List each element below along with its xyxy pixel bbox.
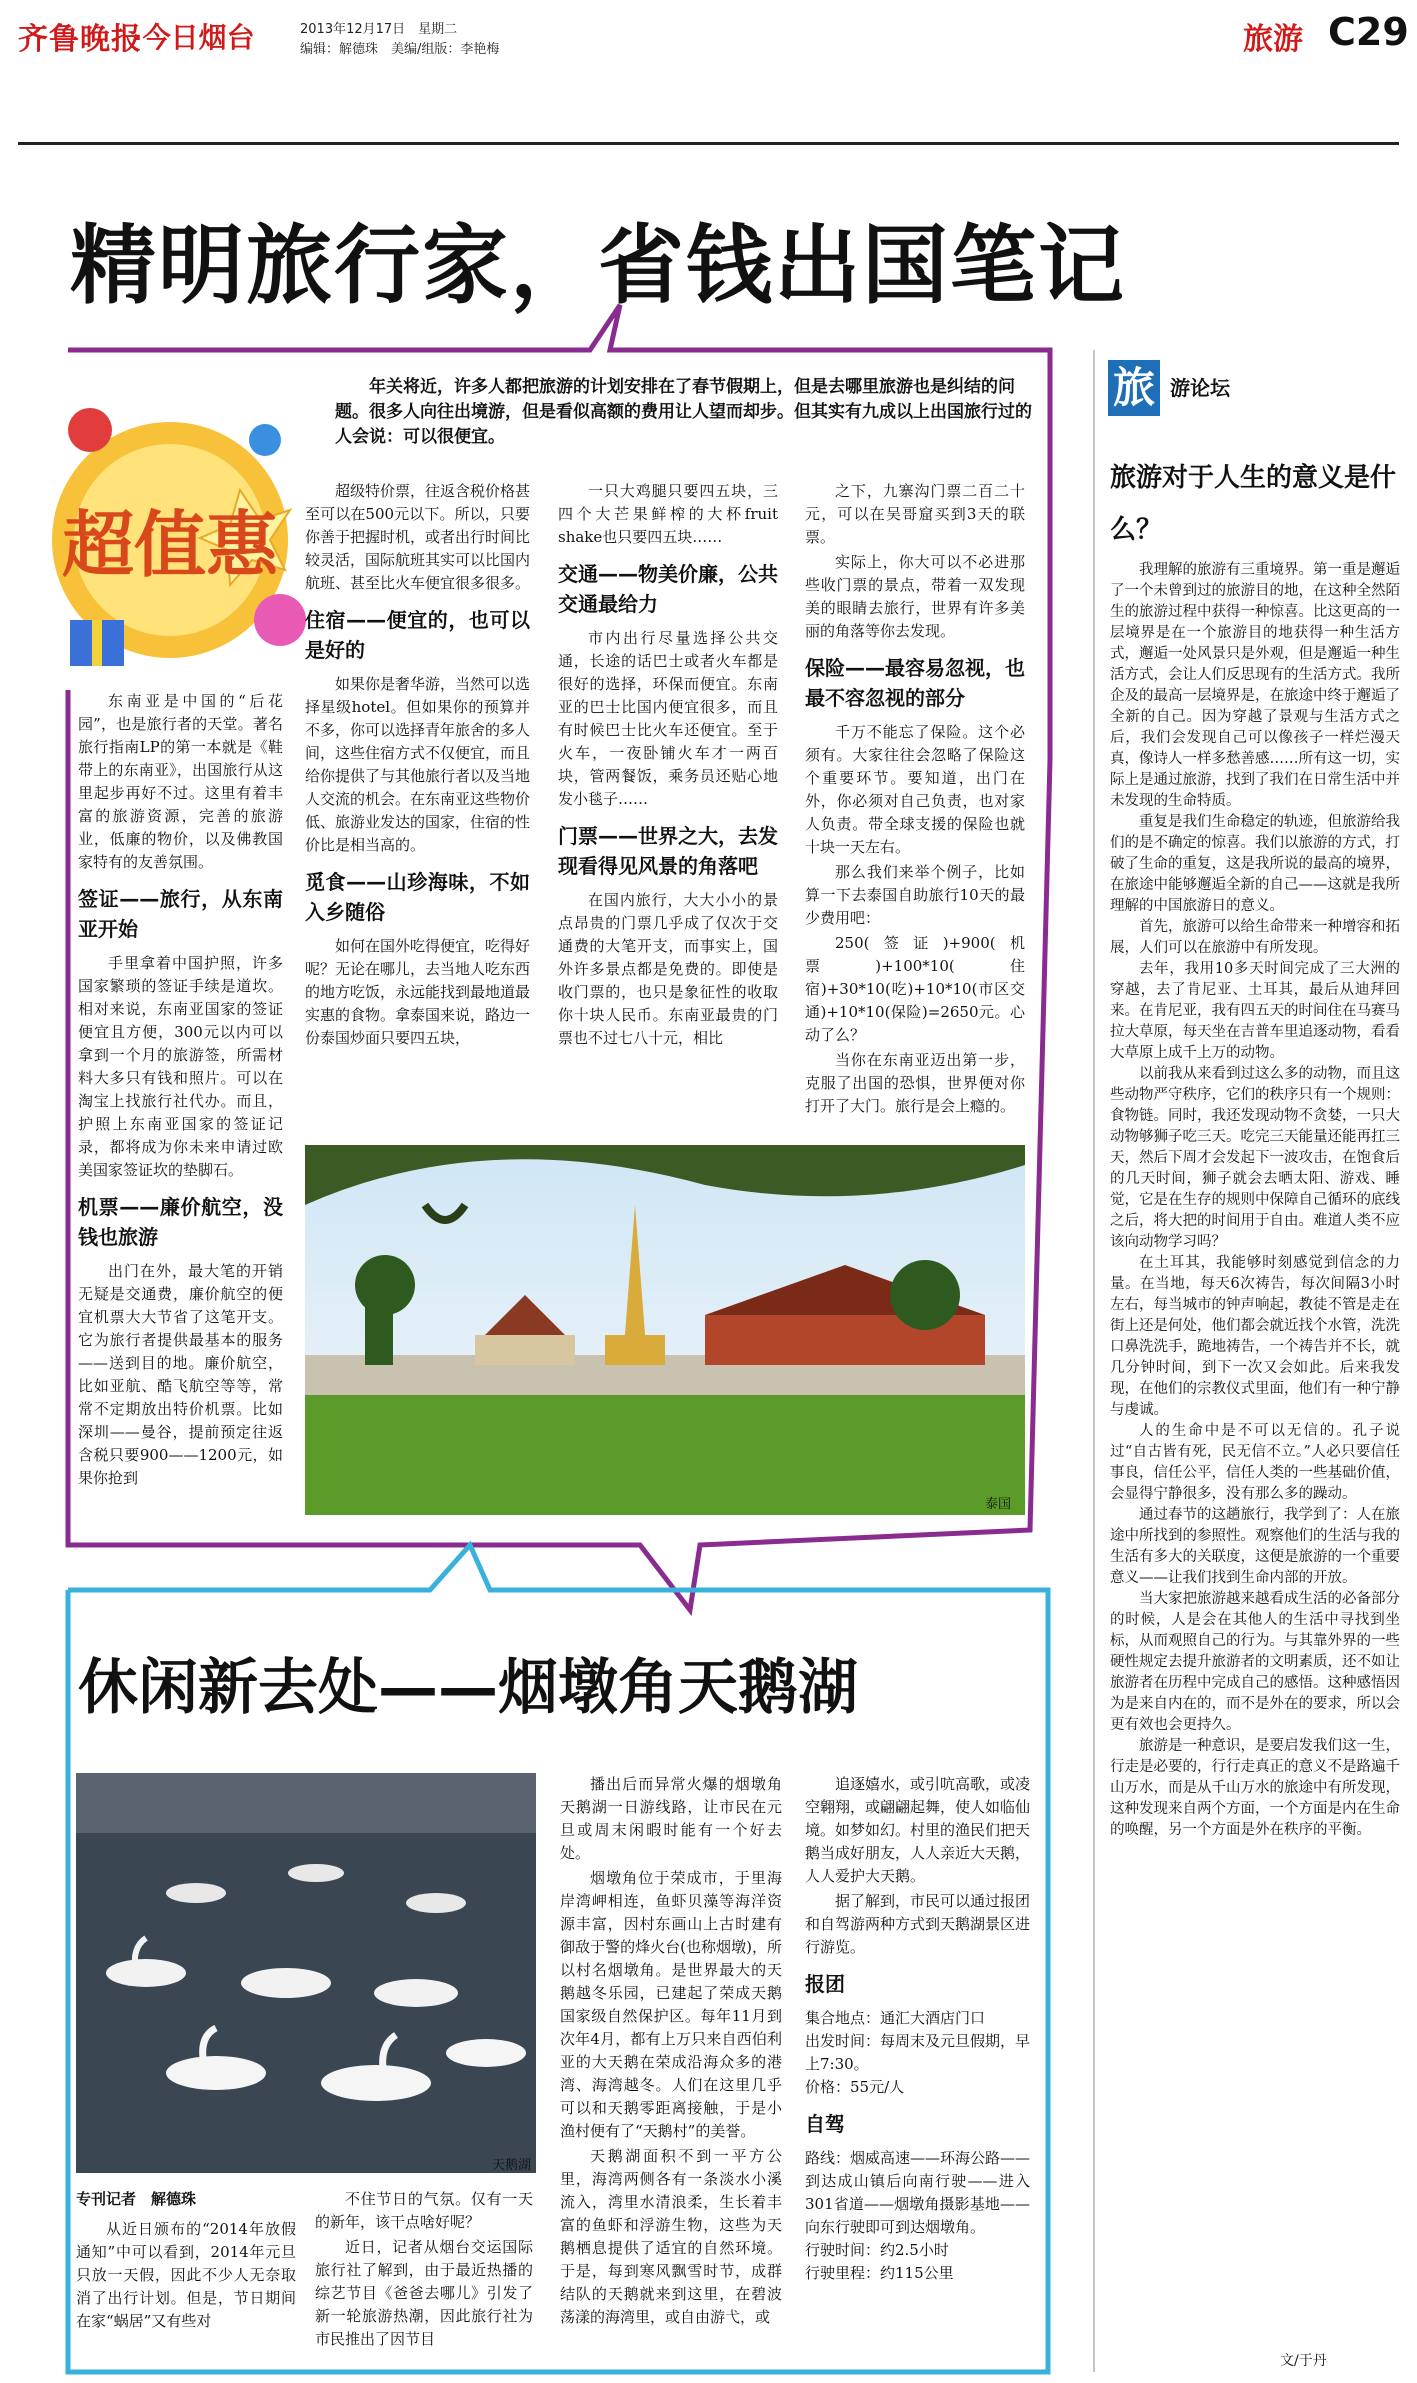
paragraph: 天鹅湖面积不到一平方公里，海湾两侧各有一条淡水小溪流入，湾里水清浪柔，生长着丰富的鱼虾和浮游生物，这些为天鹅栖息提供了适宜的自然环境。于是，每到寒风飘雪时节，成群结队的天鹅就来到这里，在碧波荡漾的海湾里，或自由游弋，或 [560, 2147, 782, 2326]
sidebar-logo: 旅 [1108, 360, 1160, 416]
paragraph: 从近日颁布的“2014年放假通知”中可以看到，2014年元旦只放一天假，因此不少人无奈取消了出行计划。但是，节日期间在家“蜗居”又有些对 [76, 2220, 296, 2330]
sidebar-title: 旅游对于人生的意义是什么？ [1110, 463, 1397, 545]
discount-badge-graphic [30, 370, 340, 700]
editor-line: 编辑：解德珠 美编/组版：李艳梅 [300, 42, 500, 57]
swan-column-1 [76, 2218, 296, 2335]
sidebar-logo-text: 游论坛 [1170, 376, 1230, 400]
paragraph: 一只大鸡腿只要四五块，三四个大芒果鲜榨的大杯fruit shake也只要四五块…… [558, 482, 778, 546]
article-column-3 [558, 480, 778, 1052]
subheading-visa: 签证——旅行，从东南亚开始 [78, 887, 283, 941]
info-line: 路线：烟威高速——环海公路——到达成山镇后向南行驶——进入301省道——烟墩角摄影基地——向东行驶即可到达烟墩角。 [805, 2149, 1031, 2236]
paragraph: 在国内旅行，大大小小的景点昂贵的门票几乎成了仅次于交通费的大笔开支，而事实上，国外许多景点都是免费的。即使是收门票的，也只是象征性的收取你十块人民币。东南亚最贵的门票也不过七八十元，相比 [558, 891, 778, 1047]
subheading-airfare: 机票——廉价航空，没钱也旅游 [78, 1195, 283, 1249]
paragraph: 当你在东南亚迈出第一步，克服了出国的恐惧，世界便对你打开了大门。旅行是会上瘾的。 [805, 1051, 1025, 1115]
paragraph: 那么我们来举个例子，比如算一下去泰国自助旅行10天的最少费用吧： [805, 863, 1025, 927]
secondary-headline: 休闲新去处——烟墩角天鹅湖 [78, 1653, 858, 1723]
subheading-self-drive: 自驾 [805, 2112, 845, 2136]
paper-name: 齐鲁晚报 [18, 22, 142, 57]
swan-lake-photo [76, 1773, 536, 2173]
subheading-tour-group: 报团 [805, 1972, 845, 1996]
paragraph: 之下，九寨沟门票二百二十元，可以在吴哥窟买到3天的联票。 [805, 482, 1025, 546]
info-line: 行驶里程：约115公里 [805, 2264, 954, 2282]
paragraph: 以前我从来看到过这么多的动物，而且这些动物严守秩序，它们的秩序只有一个规则：食物链。同时，我还发现动物不贪婪，一只大动物够狮子吃三天。吃完三天能量还能再扛三天，然后下周才会发起下一波攻击，在饱食后的几天时间，狮子就会去晒太阳、游戏、睡觉，它是在生存的规则中保障自己循环的底线之后，将大把的时间用于自由。难道人类不应该向动物学习吗？ [1110, 1066, 1400, 1250]
paragraph: 追逐嬉水，或引吭高歌，或凌空翱翔，或翩翩起舞，使人如临仙境。如梦如幻。村里的渔民们把天鹅当成好朋友，人人亲近大天鹅，人人爱护大天鹅。 [805, 1775, 1031, 1885]
subheading-tickets: 门票——世界之大，去发现看得见风景的角落吧 [558, 824, 778, 878]
paragraph: 据了解到，市民可以通过报团和自驾游两种方式到天鹅湖景区进行游览。 [805, 1892, 1031, 1956]
paragraph: 实际上，你大可以不必进那些收门票的景点，带着一双发现美的眼睛去旅行，世界有许多美丽的角落等你去发现。 [805, 553, 1025, 640]
article-column-2 [305, 480, 530, 1052]
paragraph: 如果你是奢华游，当然可以选择星级hotel。但如果你的预算并不多，你可以选择青年旅舍的多人间，这些住宿方式不仅便宜，而且给你提供了与其他旅行者以及当地人交流的机会。在东南亚这些物价低、旅游业发达的国家，住宿的性价比是相当高的。 [305, 675, 531, 854]
main-headline: 精明旅行家，省钱出国笔记 [70, 216, 1126, 316]
paragraph: 近日，记者从烟台交运国际旅行社了解到，由于最近热播的综艺节目《爸爸去哪儿》引发了新一轮旅游热潮，因此旅行社为市民推出了因节目 [315, 2238, 533, 2348]
subheading-transport: 交通——物美价廉，公共交通最给力 [558, 562, 778, 616]
temple-caption: 泰国 [985, 1497, 1012, 1512]
info-line: 行驶时间：约2.5小时 [805, 2241, 949, 2259]
paragraph: 超级特价票，往返含税价格甚至可以在500元以下。所以，只要你善于把握时机，或者出行时间比较灵活，国际航班其实可以比国内航班、甚至比火车便宜很多很多。 [305, 482, 531, 592]
swan-column-3 [560, 1773, 782, 2331]
swan-column-2 [315, 2188, 533, 2353]
paragraph: 250(签证)+900(机票)+100*10(住宿)+30*10(吃)+10*10(市区交通)+10*10(保险)=2650元。心动了么？ [805, 934, 1025, 1044]
badge-text: 超值惠 [61, 503, 279, 587]
paragraph: 首先，旅游可以给生命带来一种增容和拓展，人们可以在旅游中有所发现。 [1110, 919, 1400, 956]
paragraph: 在土耳其，我能够时刻感觉到信念的力量。在当地，每天6次祷告，每次间隔3小时左右，每当城市的钟声响起，教徒不管是走在街上还是何处，他们都会就近找个水管，洗洗口鼻洗洗手，跪地祷告，一个祷告并不长，就几分钟时间，到下一次又会如此。后来我发现，在他们的宗教仪式里面，他们有一种宁静与虔诚。 [1110, 1255, 1400, 1418]
subheading-insurance: 保险——最容易忽视，也最不容忽视的部分 [805, 656, 1025, 710]
paragraph: 不住节日的气氛。仅有一天的新年，该干点啥好呢？ [315, 2190, 533, 2231]
paragraph: 出门在外，最大笔的开销无疑是交通费，廉价航空的便宜机票大大节省了这笔开支。它为旅行者提供最基本的服务——送到目的地。廉价航空，比如亚航、酷飞航空等等，常常不定期放出特价机票。比如深圳——曼谷，提前预定往返含税只要900——1200元，如果你抢到 [78, 1262, 283, 1487]
edition-name: ·今日烟台 [132, 21, 255, 54]
article-intro: 年关将近，许多人都把旅游的计划安排在了春节假期上，但是去哪里旅游也是纠结的问题。很多人向往出境游，但是看似高额的费用让人望而却步。但其实有九成以上出国旅行过的人会说：可以很便宜。 [335, 377, 1032, 447]
paragraph: 去年，我用10多天时间完成了三大洲的穿越，去了肯尼亚、土耳其，最后从迪拜回来。在肯尼亚，我有四五天的时间住在马赛马拉大草原，每天坐在吉普车里追逐动物，看看大草原上成千上万的动物。 [1110, 961, 1400, 1061]
subheading-lodging: 住宿——便宜的，也可以是好的 [305, 608, 530, 662]
byline: 专刊记者 解德珠 [76, 2190, 197, 2208]
paragraph: 千万不能忘了保险。这个必须有。大家往往会忽略了保险这个重要环节。要知道，出门在外，你必须对自己负责，也对家人负责。带全球支援的保险也就十块一天左右。 [805, 723, 1025, 856]
paragraph: 播出后而异常火爆的烟墩角天鹅湖一日游线路，让市民在元旦或周末闲暇时能有一个好去处。 [560, 1775, 782, 1862]
paragraph: 旅游是一种意识，是要启发我们这一生，行走是必要的，行行走真正的意义不是路遍千山万水，而是从千山万水的旅途中有所发现，这种发现来自两个方面，一个方面是内在生命的唤醒，另一个方面是外在秩序的平衡。 [1110, 1738, 1400, 1838]
info-line: 集合地点：通汇大酒店门口 [805, 2009, 986, 2027]
paragraph: 重复是我们生命稳定的轨迹，但旅游给我们的是不确定的惊喜。我们以旅游的方式，打破了生命的重复，这是我所说的最高的境界，在旅途中能够邂逅全新的自己——这就是我所理解的中国旅游日的意义。 [1110, 814, 1400, 914]
paragraph: 市内出行尽量选择公共交通，长途的话巴士或者火车都是很好的选择，环保而便宜。东南亚的巴士比国内便宜很多，而且有时候巴士比火车还便宜。至于火车，一夜卧铺火车才一两百块，管两餐饭，乘务员还贴心地发小毯子…… [558, 629, 778, 808]
paragraph: 通过春节的这趟旅行，我学到了：人在旅途中所找到的参照性。观察他们的生活与我的生活有多大的关联度，这便是旅游的一个重要意义——让我们找到生命内部的开放。 [1110, 1507, 1400, 1586]
date-line: 2013年12月17日 星期二 [300, 22, 458, 37]
paragraph: 人的生命中是不可以无信的。孔子说过“自古皆有死，民无信不立。”人必只要信任事良，信任公平，信任人类的一些基础价值，会显得宁静很多，没有那么多的躁动。 [1110, 1423, 1400, 1502]
swan-caption: 天鹅湖 [492, 2158, 532, 2173]
subheading-food: 觅食——山珍海味，不如入乡随俗 [305, 870, 530, 924]
info-line: 出发时间：每周末及元旦假期，早上7:30。 [805, 2032, 1031, 2073]
section-name: 旅游 [1243, 22, 1303, 57]
article-column-1 [78, 690, 283, 1492]
temple-photo [305, 1145, 1025, 1515]
sidebar-author: 文/于丹 [1280, 2353, 1327, 2369]
paragraph: 我理解的旅游有三重境界。第一重是邂逅了一个未曾到过的旅游目的地，在这种全然陌生的旅游过程中获得一种惊喜。比这更高的一层境界是在一个旅游目的地获得一种生活方式，邂逅一处风景只是外观，但是邂逅一种生活方式，会让人们反思现有的生活方式。我所企及的最高一层境界是，在旅途中终于邂逅了全新的自己。因为穿越了景观与生活方式之后，我们会发现自己可以像孩子一样烂漫天真，像诗人一样多愁善感……所有这一切，实际上是通过旅游，找到了我们在日常生活中并未发现的生命特质。 [1110, 562, 1400, 809]
paragraph: 烟墩角位于荣成市，于里海岸湾岬相连，鱼虾贝藻等海洋资源丰富，因村东画山上古时建有御敌于警的烽火台(也称烟墩)，所以村名烟墩角。是世界最大的天鹅越冬乐园，已建起了荣成天鹅国家级自然保护区。每年11月到次年4月，都有上万只来自西伯利亚的大天鹅在荣成沿海众多的港湾、海湾越冬。人们在这里几乎可以和天鹅零距离接触，于是小渔村便有了“天鹅村”的美誉。 [560, 1869, 782, 2140]
paragraph: 东南亚是中国的“后花园”，也是旅行者的天堂。著名旅行指南LP的第一本就是《鞋带上的东南亚》，出国旅行从这里起步再好不过。这里有着丰富的旅游资源，完善的旅游业，低廉的物价，以及佛教国家特有的友善氛围。 [78, 692, 283, 871]
paragraph: 手里拿着中国护照，许多国家繁琐的签证手续是道坎。相对来说，东南亚国家的签证便宜且方便，300元以内可以拿到一个月的旅游签，所需材料大多只有钱和照片。可以在淘宝上找旅行社代办。而且，护照上东南亚国家的签证记录，都将成为你未来申请过欧美国家签证坎的垫脚石。 [78, 954, 283, 1179]
sidebar-body [1110, 560, 1400, 1841]
page-number: C29 [1328, 10, 1409, 54]
swan-column-4 [805, 1773, 1030, 2285]
paragraph: 如何在国外吃得便宜，吃得好呢？无论在哪儿，去当地人吃东西的地方吃饭，永远能找到最地道最实惠的食物。拿泰国来说，路边一份泰国炒面只要四五块， [305, 937, 531, 1047]
article-column-4 [805, 480, 1025, 1120]
paragraph: 当大家把旅游越来越看成生活的必备部分的时候，人是会在其他人的生活中寻找到坐标，从而观照自己的行为。与其靠外界的一些硬性规定去提升旅游者的文明素质，还不如让旅游者在历程中完成自己的感悟。这种感悟因为是来自内在的，而不是外在的要求，所以会更有效也会更持久。 [1110, 1591, 1400, 1733]
info-line: 价格：55元/人 [805, 2078, 905, 2096]
